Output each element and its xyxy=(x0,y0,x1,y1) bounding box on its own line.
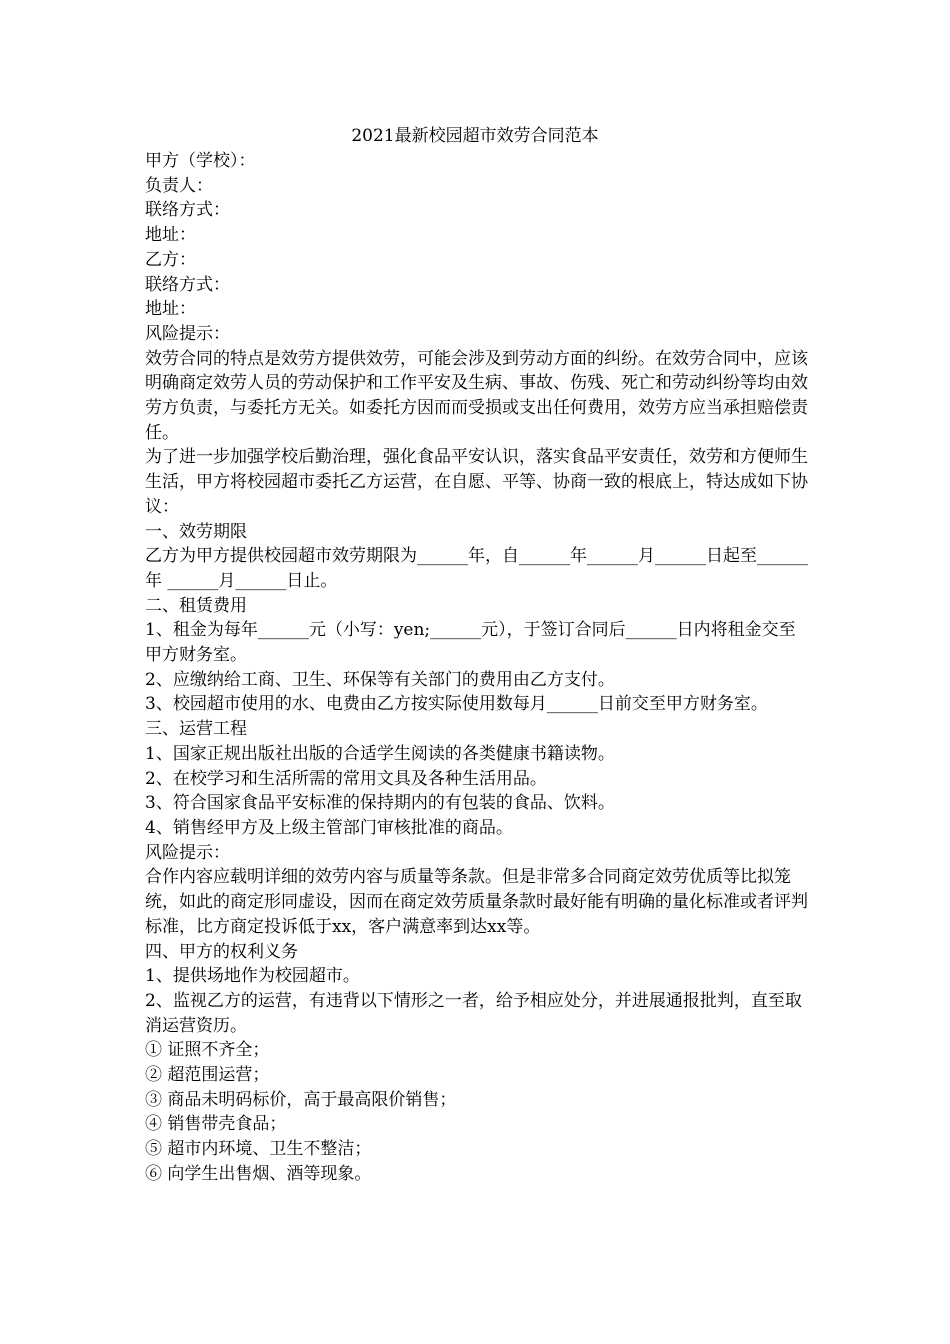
paragraph: 1、提供场地作为校园超市。 xyxy=(145,966,360,987)
paragraph: 乙方： xyxy=(145,249,196,270)
paragraph: 地址： xyxy=(145,299,196,320)
paragraph: 3、校园超市使用的水、电费由乙方按实际使用数每月______日前交至甲方财务室。 xyxy=(145,694,768,715)
list-item: ⑤ 超市内环境、卫生不整洁； xyxy=(145,1139,372,1160)
paragraph: 1、国家正规出版社出版的合适学生阅读的各类健康书籍读物。 xyxy=(145,743,615,764)
paragraph: 为了进一步加强学校后勤治理，强化食品平安认识，落实食品平安责任，效劳和方便师生生活，甲方将校园超市委托乙方运营，在自愿、平等、协商一致的根底上，特达成如下协议： xyxy=(145,447,808,517)
paragraph: 4、销售经甲方及上级主管部门审核批准的商品。 xyxy=(145,817,513,838)
paragraph: 地址： xyxy=(145,225,196,246)
list-item: ④ 销售带壳食品； xyxy=(145,1114,287,1135)
paragraph: 效劳合同的特点是效劳方提供效劳，可能会涉及到劳动方面的纠纷。在效劳合同中，应该明确商定效劳人员的劳动保护和工作平安及生病、事故、伤残、死亡和劳动纠纷等均由效劳方负责，与委托方无关。如委托方因而而受损或支出任何费用，效劳方应当承担赔偿责任。 xyxy=(145,348,808,443)
document-body xyxy=(145,149,810,1187)
section-heading: 一、效劳期限 xyxy=(145,521,247,542)
paragraph: 风险提示： xyxy=(145,842,230,863)
paragraph: 联络方式： xyxy=(145,274,230,295)
paragraph: 乙方为甲方提供校园超市效劳期限为______年，自______年______月______日起至______年 ______月______日止。 xyxy=(145,546,808,591)
section-heading: 三、运营工程 xyxy=(145,719,247,740)
paragraph: 甲方（学校）： xyxy=(145,151,256,171)
paragraph: 2、应缴纳给工商、卫生、环保等有关部门的费用由乙方支付。 xyxy=(145,669,615,690)
paragraph: 3、符合国家食品平安标准的保持期内的有包装的食品、饮料。 xyxy=(145,793,615,814)
paragraph: 负责人： xyxy=(145,175,213,196)
paragraph: 2、监视乙方的运营，有违背以下情形之一者，给予相应处分，并进展通报批判，直至取消运营资历。 xyxy=(145,990,802,1036)
paragraph: 2、在校学习和生活所需的常用文具及各种生活用品。 xyxy=(145,768,547,789)
paragraph: 合作内容应载明详细的效劳内容与质量等条款。但是非常多合同商定效劳优质等比拟笼统，如此的商定形同虚设，因而在商定效劳质量条款时最好能有明确的量化标准或者评判标准，比方商定投诉低于xx，客户满意率到达xx等。 xyxy=(145,867,808,937)
list-item: ② 超范围运营； xyxy=(145,1065,270,1086)
paragraph: 1、租金为每年______元（小写：yen;______元），于签订合同后______日内将租金交至甲方财务室。 xyxy=(145,620,796,666)
list-item: ⑥ 向学生出售烟、酒等现象。 xyxy=(145,1163,372,1184)
section-heading: 四、甲方的权利义务 xyxy=(145,941,298,962)
section-heading: 二、租赁费用 xyxy=(145,595,247,616)
paragraph: 联络方式： xyxy=(145,200,230,221)
document-title: 2021最新校园超市效劳合同范本 xyxy=(351,126,599,146)
list-item: ① 证照不齐全； xyxy=(145,1040,270,1061)
list-item: ③ 商品未明码标价，高于最高限价销售； xyxy=(145,1089,457,1110)
paragraph: 风险提示： xyxy=(145,323,230,344)
